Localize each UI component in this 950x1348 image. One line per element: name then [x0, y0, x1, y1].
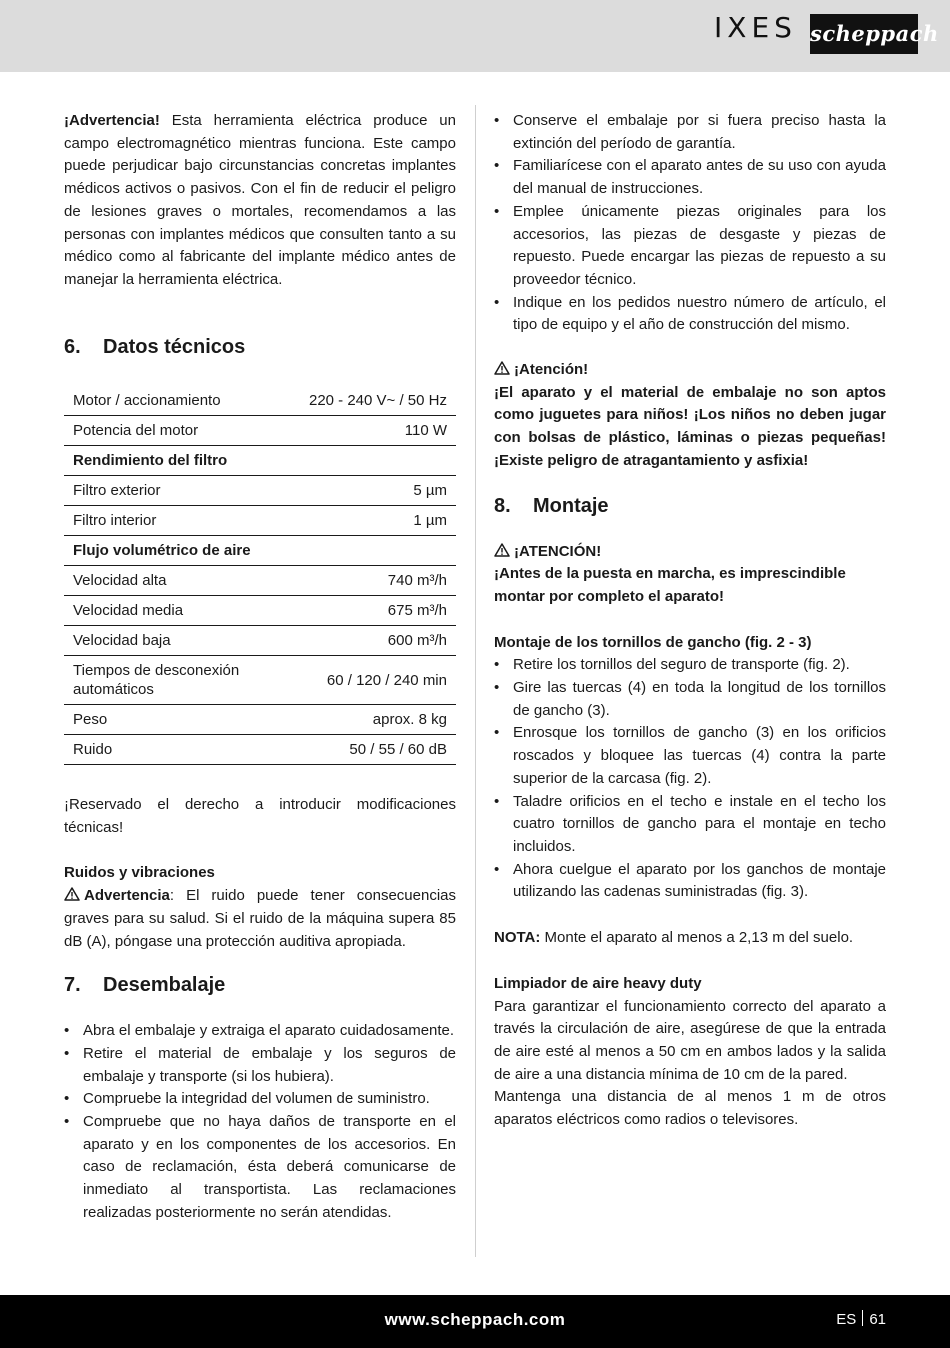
hooks-heading: Montaje de los tornillos de gancho (fig. 2 - 3)	[494, 633, 812, 651]
spec-value: 740 m³/h	[300, 566, 456, 596]
section-8-title: Montaje	[533, 494, 609, 517]
table-row	[64, 536, 456, 566]
table-row	[64, 656, 456, 705]
list-item: • Gire las tuercas (4) en toda la longitud de los tornillos de gancho (3).	[494, 677, 886, 722]
right-column	[494, 110, 886, 1132]
column-divider	[475, 105, 476, 1257]
website-url: www.scheppach.com	[384, 1310, 566, 1329]
section-6-number: 6.	[64, 336, 81, 358]
section-7-title: Desembalaje	[103, 974, 226, 997]
noise-warning-lead: Advertencia	[84, 887, 170, 905]
spec-label: Motor / accionamiento	[64, 386, 300, 416]
table-row	[64, 506, 456, 536]
list-item: • Taladre orificios en el techo e instale en el techo los cuatro tornillos de gancho para el montaje en techo incluidos.	[494, 791, 886, 859]
ixes-logo: IXES	[714, 11, 797, 44]
spec-label: Velocidad alta	[64, 566, 300, 596]
language-code: ES	[836, 1311, 857, 1328]
table-row	[64, 446, 456, 476]
spec-value: 220 - 240 V~ / 50 Hz	[300, 386, 456, 416]
attention-2-text: ¡Antes de la puesta en marcha, es imprescindible montar por completo el aparato!	[494, 565, 846, 605]
spec-label: Velocidad media	[64, 596, 300, 626]
list-item: • Ahora cuelgue el aparato por los ganchos de montaje utilizando las cadenas suministradas (fig. 3).	[494, 859, 886, 904]
cleaner-heading: Limpiador de aire heavy duty	[494, 974, 702, 992]
attention-1-text: ¡El aparato y el material de embalaje no son aptos como juguetes para niños! ¡Los niños no deben jugar con bolsas de plástico, láminas o piezas pequeñas! ¡Existe peligro de atragantamiento y asfixia!	[494, 383, 886, 469]
warning-triangle-icon	[64, 887, 80, 901]
spec-value: 110 W	[300, 416, 456, 446]
list-item: • Indique en los pedidos nuestro número de artículo, el tipo de equipo y el año de construcción del mismo.	[494, 292, 886, 337]
cleaner-paragraph-1: Para garantizar el funcionamiento correcto del aparato a través la circulación de aire, asegúrese de que la entrada de aire esté al menos a 50 cm en ambos lados y la salida de aire a una distancia mínima de 10 cm de la pared.	[494, 997, 886, 1083]
table-row	[64, 596, 456, 626]
list-item: • Conserve el embalaje por si fuera preciso hasta la extinción del período de garantía.	[494, 110, 886, 155]
hooks-list	[494, 654, 886, 904]
note-lead: NOTA:	[494, 929, 541, 947]
section-7-number: 7.	[64, 974, 81, 997]
warning-triangle-icon	[494, 361, 510, 375]
table-row	[64, 566, 456, 596]
table-row	[64, 476, 456, 506]
list-item: • Enrosque los tornillos de gancho (3) en los orificios roscados y bloquee las tuercas (4) contra la parte superior de la carcasa (fig. 2).	[494, 722, 886, 790]
list-item: • Retire el material de embalaje y los seguros de embalaje y transporte (si los hubiera).	[64, 1043, 456, 1088]
noise-warning	[64, 885, 456, 953]
cleaner-paragraph-2: Mantenga una distancia de al menos 1 m de otros aparatos eléctricos como radios o televisores.	[494, 1088, 886, 1129]
spec-label: Tiempos de desconexión automáticos	[64, 656, 300, 705]
spec-value: aprox. 8 kg	[300, 705, 456, 735]
unpack-list	[64, 1020, 456, 1224]
list-item: • Abra el embalaje y extraiga el aparato cuidadosamente.	[64, 1020, 456, 1043]
attention-1-title: ¡Atención!	[494, 359, 886, 382]
section-8-number: 8.	[494, 494, 511, 517]
spec-value	[300, 446, 456, 476]
page-separator	[862, 1310, 863, 1326]
list-item: • Familiarícese con el aparato antes de su uso con ayuda del manual de instrucciones.	[494, 155, 886, 200]
spec-value: 675 m³/h	[300, 596, 456, 626]
section-7-heading	[64, 972, 456, 998]
table-row	[64, 626, 456, 656]
mounting-note	[494, 927, 886, 950]
table-row	[64, 416, 456, 446]
spec-value: 50 / 55 / 60 dB	[300, 735, 456, 765]
page-header	[0, 0, 950, 72]
spec-label: Flujo volumétrico de aire	[64, 536, 300, 566]
emf-warning-lead: ¡Advertencia!	[64, 112, 160, 129]
left-column	[64, 110, 456, 1225]
scheppach-logo: scheppach	[810, 14, 918, 54]
list-item: • Compruebe la integridad del volumen de suministro.	[64, 1088, 456, 1111]
spec-value: 1 µm	[300, 506, 456, 536]
list-item: • Compruebe que no haya daños de transporte en el aparato y en los componentes de los accesorios. En caso de reclamación, ésta deberá comunicarse de inmediato al transportista. Las reclamaciones realizadas posteriormente no serán atendidas.	[64, 1111, 456, 1225]
unpack-list-continued	[494, 110, 886, 337]
note-text: Monte el aparato al menos a 2,13 m del suelo.	[540, 929, 854, 947]
spec-value	[300, 536, 456, 566]
table-row	[64, 705, 456, 735]
spec-label: Ruido	[64, 735, 300, 765]
spec-value: 5 µm	[300, 476, 456, 506]
page-indicator	[836, 1309, 886, 1331]
section-6-title: Datos técnicos	[103, 336, 246, 358]
noise-heading: Ruidos y vibraciones	[64, 864, 215, 882]
spec-label: Potencia del motor	[64, 416, 300, 446]
page-footer	[0, 1295, 950, 1348]
emf-warning-text: Esta herramienta eléctrica produce un campo electromagnético mientras funciona. Este campo puede perjudicar bajo circunstancias concretas implantes médicos activos o pasivos. Con el fin de reducir el peligro de lesiones graves o mortales, recomendamos a las personas con implantes médicos que consulten tanto a su médico como al fabricante del implante médico antes de manejar la herramienta eléctrica.	[64, 112, 456, 288]
table-row	[64, 735, 456, 765]
table-row	[64, 386, 456, 416]
spec-value: 600 m³/h	[300, 626, 456, 656]
technical-data-table	[64, 385, 456, 765]
spec-label: Filtro interior	[64, 506, 300, 536]
emf-warning	[64, 110, 456, 314]
reserved-notice: ¡Reservado el derecho a introducir modificaciones técnicas!	[64, 796, 456, 836]
spec-label: Peso	[64, 705, 300, 735]
page-number: 61	[869, 1311, 886, 1328]
spec-value: 60 / 120 / 240 min	[300, 656, 456, 705]
spec-label: Velocidad baja	[64, 626, 300, 656]
attention-2-title: ¡ATENCIÓN!	[494, 541, 886, 564]
section-6-heading	[64, 334, 456, 360]
spec-label: Rendimiento del filtro	[64, 446, 300, 476]
list-item: • Retire los tornillos del seguro de transporte (fig. 2).	[494, 654, 886, 677]
section-8-heading	[494, 493, 886, 519]
spec-label: Filtro exterior	[64, 476, 300, 506]
noise-warning-text: : El ruido puede tener consecuencias graves para su salud. Si el ruido de la máquina supera 85 dB (A), póngase una protección auditiva apropiada.	[64, 887, 456, 950]
list-item: • Emplee únicamente piezas originales para los accesorios, las piezas de desgaste y piezas de repuesto. Puede encargar las piezas de repuesto a su proveedor técnico.	[494, 201, 886, 292]
warning-triangle-icon	[494, 543, 510, 557]
